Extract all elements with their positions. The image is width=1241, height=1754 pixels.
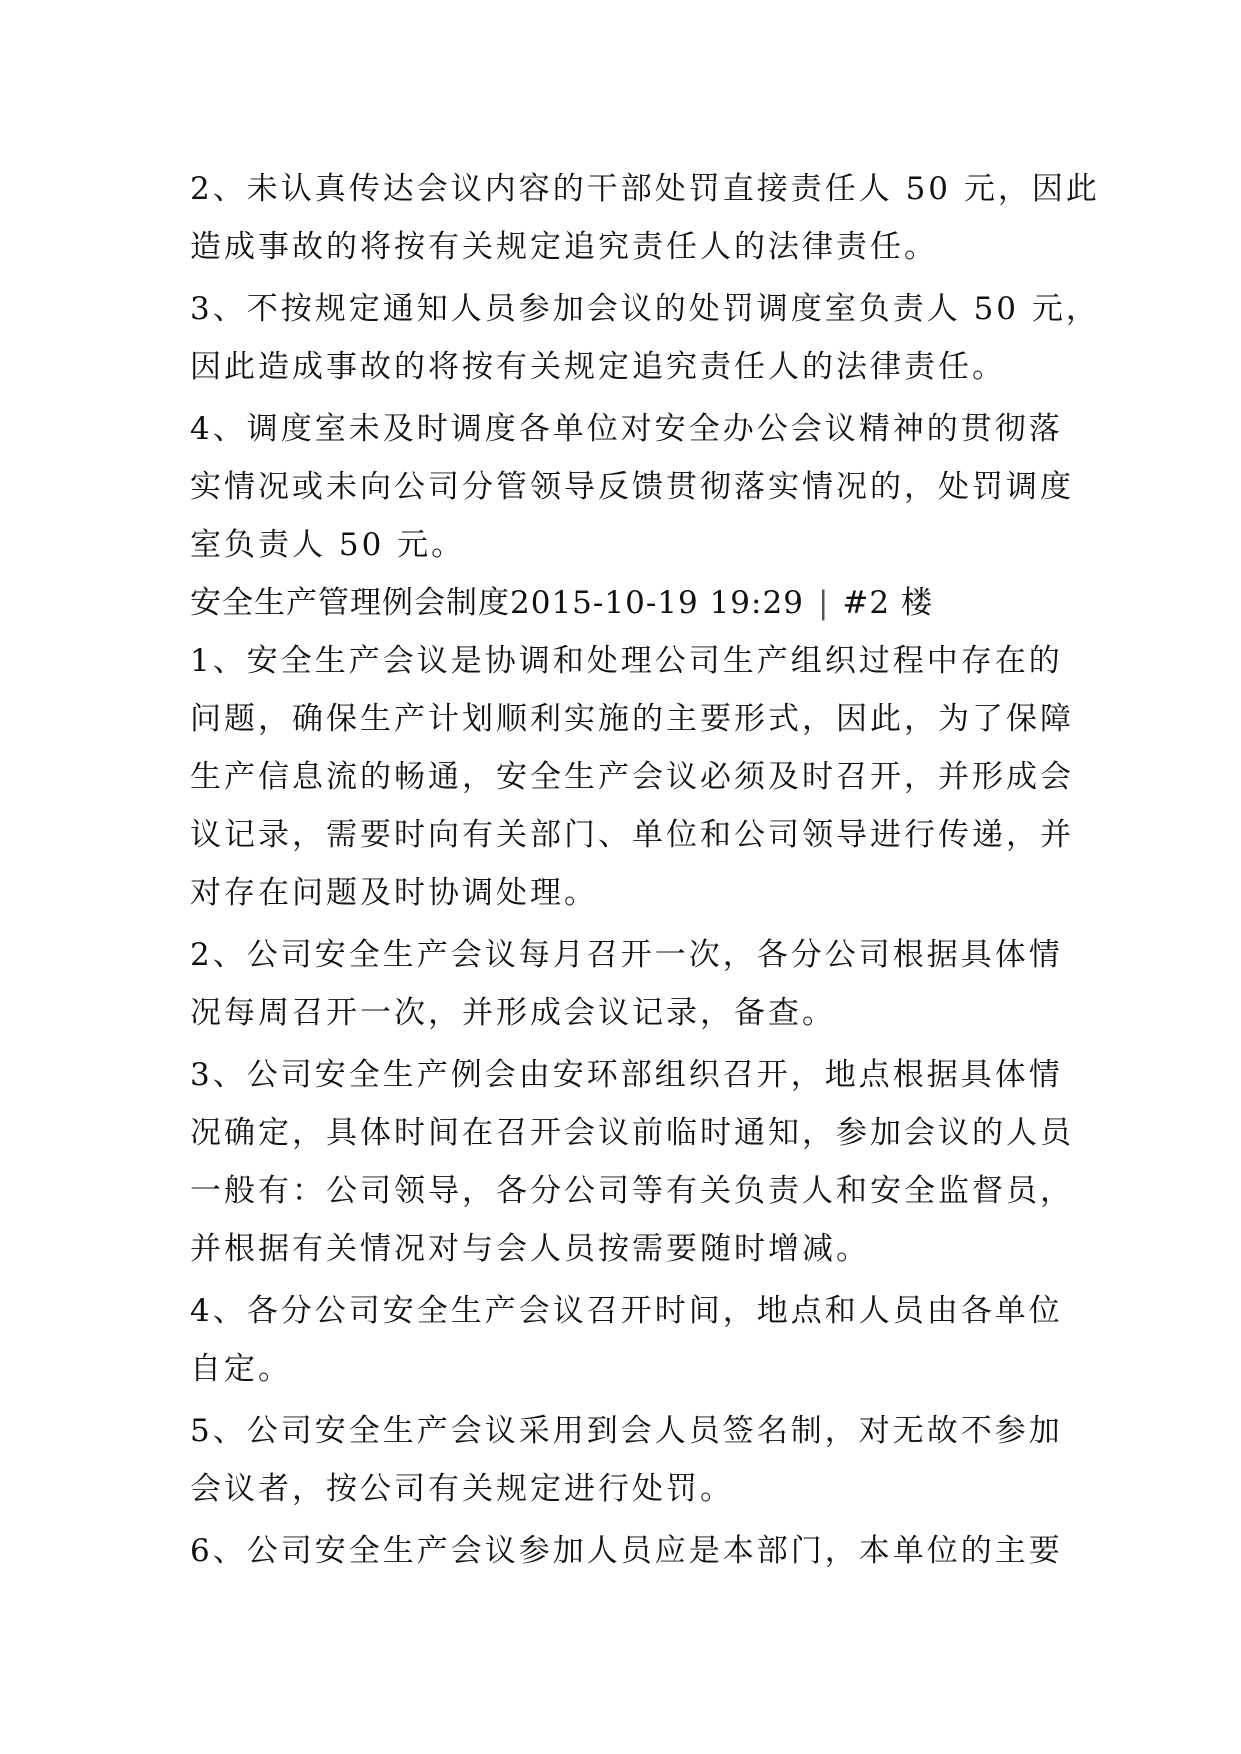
text-line: 问题，确保生产计划顺利实施的主要形式，因此，为了保障	[190, 701, 1074, 737]
text-line: 况确定，具体时间在召开会议前临时通知，参加会议的人员	[190, 1115, 1074, 1151]
text-line: 2、未认真传达会议内容的干部处罚直接责任人 50 元，因此	[190, 171, 1100, 207]
post-header	[190, 574, 1070, 632]
text-line: 会议者，按公司有关规定进行处罚。	[190, 1471, 734, 1507]
post-title: 安全生产管理例会制度	[190, 585, 510, 621]
text-line: 并根据有关情况对与会人员按需要随时增减。	[190, 1231, 870, 1267]
text-line: 2、公司安全生产会议每月召开一次，各分公司根据具体情	[190, 937, 1063, 973]
text-line: 1、安全生产会议是协调和处理公司生产组织过程中存在的	[190, 643, 1063, 679]
text-line: 议记录，需要时向有关部门、单位和公司领导进行传递，并	[190, 817, 1074, 853]
text-line: 3、不按规定通知人员参加会议的处罚调度室负责人 50 元，	[190, 291, 1100, 327]
floor-number: #2 楼	[842, 585, 933, 621]
text-line: 一般有：公司领导，各分公司等有关负责人和安全监督员，	[190, 1173, 1074, 1209]
text-line: 因此造成事故的将按有关规定追究责任人的法律责任。	[190, 349, 1006, 385]
text-line: 5、公司安全生产会议采用到会人员签名制，对无故不参加	[190, 1413, 1063, 1449]
text-line: 生产信息流的畅通，安全生产会议必须及时召开，并形成会	[190, 759, 1074, 795]
text-line: 4、各分公司安全生产会议召开时间，地点和人员由各单位	[190, 1293, 1063, 1329]
document-page	[190, 160, 1100, 1580]
text-line: 况每周召开一次，并形成会议记录，备查。	[190, 995, 836, 1031]
separator: |	[817, 585, 829, 621]
text-line: 自定。	[190, 1351, 292, 1387]
text-line: 4、调度室未及时调度各单位对安全办公会议精神的贯彻落	[190, 411, 1063, 447]
text-line: 实情况或未向公司分管领导反馈贯彻落实情况的，处罚调度	[190, 469, 1074, 505]
text-line: 室负责人 50 元。	[190, 527, 466, 563]
text-line: 6、公司安全生产会议参加人员应是本部门，本单位的主要	[190, 1533, 1063, 1569]
text-line: 对存在问题及时协调处理。	[190, 875, 598, 911]
text-line: 造成事故的将按有关规定追究责任人的法律责任。	[190, 229, 938, 265]
post-datetime: 2015-10-19 19:29	[510, 585, 804, 621]
text-line: 3、公司安全生产例会由安环部组织召开，地点根据具体情	[190, 1057, 1063, 1093]
